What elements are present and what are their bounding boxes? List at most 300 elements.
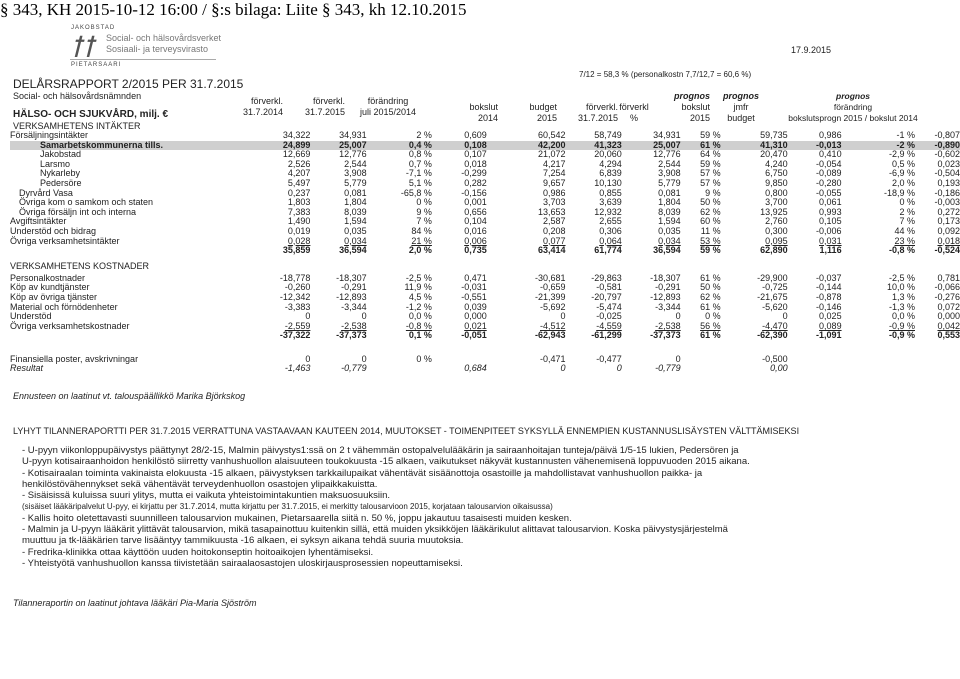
cell-c9: 0,105 — [819, 216, 842, 227]
cell-c4: 13,653 — [538, 206, 566, 217]
col-header-c8: prognos jmfr budget — [723, 91, 759, 123]
unit-label: HÄLSO- OCH SJUKVÅRD, milj. € — [13, 109, 169, 120]
cell-c6: 12,776 — [653, 149, 681, 160]
table-row — [10, 246, 960, 256]
cell-c11: -0,276 — [934, 291, 960, 302]
cell-c11: -0,524 — [934, 245, 960, 256]
cell-c9: -0,089 — [816, 168, 842, 179]
cell-c11: 0,193 — [937, 177, 960, 188]
cell-c10: -2 % — [842, 141, 915, 151]
cell-c0: 1,490 — [287, 216, 311, 227]
cell-c11: 0,000 — [937, 311, 960, 322]
cell-c2: 21 % — [411, 235, 432, 246]
cell-c6: 0 — [675, 353, 681, 364]
cell-c11: -0,066 — [934, 282, 960, 293]
cell-c6: -37,373 — [650, 330, 681, 341]
cell-c1: -2,538 — [341, 320, 367, 331]
cell-c11: -0,186 — [934, 187, 960, 198]
footer-bottom: Tilanneraportin on laatinut johtava lääkäri Pia-Maria Sjöström — [13, 598, 257, 608]
cell-c3: -0,551 — [461, 291, 487, 302]
report-paragraph: - U-pyyn viikonloppupäivystys päättynyt 28/2-15, Malmin päivystys1:ssä on 2 t vähemmän ostopalvelulääkärin ja sairaanhoitajan tunteja/päivä 1/5-15 lukien, Pedersören ja — [22, 445, 739, 456]
cell-c10: 2,0 % — [891, 177, 915, 188]
col-header-c7: prognos bokslut 2015 — [674, 91, 710, 123]
cell-c11: 0,072 — [937, 301, 960, 312]
cell-c6: -3,344 — [655, 301, 681, 312]
cell-c9: -0,280 — [816, 177, 842, 188]
cell-c0: 2,526 — [287, 158, 311, 169]
row-label: Avgiftsintäkter — [10, 216, 67, 227]
cell-c1: -0,779 — [341, 363, 367, 374]
cell-c7: 61 % — [681, 141, 721, 151]
cell-c2: 0,8 % — [408, 149, 432, 160]
report-paragraph: - Kallis hoito oletettavasti suunnilleen talousarvion mukainen, Pietarsaarella siitä n. 50 %, joppu jakautuu tasaisesti muiden kesken. — [22, 512, 572, 524]
cell-c2: 7 % — [416, 216, 432, 227]
cell-c3: 0,000 — [464, 311, 487, 322]
report-paragraph: - Sisäisissä kuluissa suuri ylitys, mutta ei vaikuta yhteistoimintakuntien maksuosuuksiin. — [22, 490, 391, 502]
cell-c9: 0,031 — [819, 235, 842, 246]
cell-c0: -3,383 — [284, 301, 311, 312]
cell-c3: 0,684 — [464, 363, 487, 374]
cell-c11: 0,042 — [937, 320, 960, 331]
cell-c3: 0,016 — [464, 225, 487, 236]
cell-c3: -0,031 — [461, 282, 487, 293]
cell-c6: -2,538 — [655, 320, 681, 331]
cell-c0: 1,803 — [287, 197, 311, 208]
row-label — [10, 246, 249, 256]
cell-c4: 42,200 — [487, 141, 566, 151]
cell-c2: 0,0 % — [408, 311, 432, 322]
row-label: Köp av övriga tjänster — [10, 291, 98, 302]
cell-c5: 4,294 — [599, 158, 622, 169]
cell-c8: 3,700 — [765, 197, 788, 208]
cell-c6: -12,893 — [650, 291, 681, 302]
cell-c2: 0,1 % — [408, 330, 432, 341]
cell-c10: 0,5 % — [891, 158, 915, 169]
report-paragraph: - Kotisairaalan toiminta vakinaista elokuusta -15 alkaen, päivystyksen tarkkailupaikat vähentävät sisäänottoja osastoille ja mahdollistavat vanhushuollon paikka- ja — [22, 467, 703, 479]
cell-c7: 59 % — [700, 158, 721, 169]
cell-c10: 7 % — [899, 216, 915, 227]
cell-c4: -30,681 — [535, 272, 566, 283]
cell-c4: 4,217 — [543, 158, 566, 169]
cell-c3: 0,656 — [464, 206, 487, 217]
cell-c4: 2,587 — [543, 216, 566, 227]
cell-c5: 58,749 — [594, 130, 622, 140]
cell-c2: 0 % — [416, 197, 432, 208]
cell-c2: -7,1 % — [405, 168, 432, 179]
cell-c4: 21,072 — [538, 149, 566, 160]
cell-c9: -0,055 — [816, 187, 842, 198]
report-title: LYHYT TILANNERAPORTTI PER 31.7.2015 VERRATTUNA VASTAAVAAN KAUTEEN 2014, MUUTOKSET - TOIMENPITEET SYKSYLLÄ ENNEMPIEN KUSTANNUSLISÄYSTEN VÄLTTÄMISEKSI — [13, 426, 800, 436]
table-row — [10, 364, 960, 374]
cell-c2: -2,5 % — [405, 272, 432, 283]
cell-c0: 0,237 — [287, 187, 311, 198]
cell-c0: 34,322 — [282, 130, 311, 140]
cell-c4: 0,077 — [543, 235, 566, 246]
cell-c9: -1,091 — [816, 330, 842, 341]
cell-c9: -0,144 — [816, 282, 842, 293]
table-row — [10, 331, 960, 341]
cell-c4: -0,659 — [540, 282, 566, 293]
cell-c10: 44 % — [894, 225, 915, 236]
row-label — [10, 331, 249, 341]
row-label: Personalkostnader — [10, 272, 86, 283]
cell-c2: 84 % — [411, 225, 432, 236]
cell-c1: 0,035 — [344, 225, 367, 236]
cell-c10: 2 % — [899, 206, 915, 217]
cell-c3: 0,104 — [464, 216, 487, 227]
col-header-c1: förverkl. 31.7.2015 — [304, 96, 345, 117]
income-rows — [10, 131, 960, 256]
cell-c10 — [842, 355, 915, 365]
cell-c11: -0,602 — [934, 149, 960, 160]
cell-c6: 0 — [675, 311, 681, 322]
cell-c1: -12,893 — [336, 291, 367, 302]
cell-c11: 0,272 — [937, 206, 960, 217]
cell-c4: -0,471 — [540, 353, 566, 364]
other-rows — [10, 355, 960, 374]
cell-c7: 0 % — [705, 311, 721, 322]
cell-c2: 5,1 % — [408, 177, 432, 188]
cell-c8: 0,00 — [770, 363, 788, 374]
cell-c0: 5,497 — [287, 177, 311, 188]
cell-c8: -4,470 — [762, 320, 788, 331]
cell-c2: 4,5 % — [408, 291, 432, 302]
cell-c10 — [842, 364, 915, 374]
cell-c3: 0,609 — [464, 130, 487, 140]
cell-c4: 0 — [560, 363, 566, 374]
cell-c3: 0,107 — [464, 149, 487, 160]
cell-c6: -0,779 — [655, 363, 681, 374]
cell-c4: -21,399 — [535, 291, 566, 302]
cell-c2: 0,4 % — [367, 141, 432, 151]
cell-c8: 62,890 — [760, 245, 788, 256]
cell-c8: 41,310 — [721, 141, 788, 151]
cell-c2: -1,2 % — [405, 301, 432, 312]
cell-c1: 0,034 — [344, 235, 367, 246]
cell-c0: 0 — [305, 311, 311, 322]
personnel-note: 7/12 = 58,3 % (personalkostn 7,7/12,7 = 60,6 %) — [579, 70, 752, 79]
cell-c1: 1,804 — [344, 197, 367, 208]
report-paragraph: U-pyyn kotisairaanhoidon henkilöstö siirretty vanhushuollon alaisuuteen toukokuusta -15 alkaen, vaikutukset näkyvät kustannusten vähenemisenä loppuvuoden 2015 aikana. — [22, 456, 750, 468]
cell-c9: 0,993 — [819, 206, 842, 217]
cell-c5: -0,025 — [596, 311, 622, 322]
row-label: Övriga kom o samkom och staten — [19, 197, 154, 208]
cell-c9: -0,054 — [816, 158, 842, 169]
cell-c7: 57 % — [700, 168, 721, 179]
cell-c0: 0 — [305, 353, 311, 364]
cell-c10: -0,8 % — [888, 245, 915, 256]
col-header-c9: prognos förändring bokslutsprogn 2015 / bokslut 2014 — [788, 91, 918, 123]
cell-c10: 1,3 % — [891, 291, 915, 302]
cell-c8: 59,735 — [760, 130, 788, 140]
row-label: Övriga verksamhetsintäkter — [10, 235, 120, 246]
cell-c0: 35,859 — [282, 245, 311, 256]
cell-c1: -3,344 — [341, 301, 367, 312]
cell-c0: 12,669 — [282, 149, 311, 160]
cell-c1: 0 — [361, 353, 367, 364]
cell-c10: -18,9 % — [883, 187, 915, 198]
cell-c1: -18,307 — [336, 272, 367, 283]
cell-c5: -29,863 — [591, 272, 622, 283]
row-label: Finansiella poster, avskrivningar — [10, 353, 139, 364]
cell-c0: -2,559 — [284, 320, 311, 331]
cell-c5: 3,639 — [599, 197, 622, 208]
cell-c4: 7,254 — [543, 168, 566, 179]
cell-c11: -0,807 — [934, 130, 960, 140]
report-paragraph: - Fredrika-klinikka ottaa käyttöön uuden hoitokonseptin hoitoaikojen lyhentämiseksi. — [22, 546, 374, 558]
cell-c9: -0,878 — [816, 291, 842, 302]
cell-c6: 1,804 — [658, 197, 681, 208]
cell-c8: -29,900 — [757, 272, 788, 283]
cell-c1: 0 — [361, 311, 367, 322]
section-costs-heading: VERKSAMHETENS KOSTNADER — [10, 260, 150, 271]
logo-divider — [70, 59, 216, 60]
col-header-c2: förändring juli 2015/2014 — [359, 96, 417, 117]
cell-c6: 1,594 — [658, 216, 681, 227]
cell-c4: 0,986 — [543, 187, 566, 198]
cell-c3: -0,299 — [461, 168, 487, 179]
cell-c0: -12,342 — [279, 291, 311, 302]
cell-c4: 3,703 — [543, 197, 566, 208]
report-paragraph: henkilöstövähennykset sekä vähentävät terveydenhuollon osastojen ylipaikkakuistta. — [22, 478, 378, 490]
cell-c3: 0,282 — [464, 177, 487, 188]
cell-c3: 0,021 — [464, 320, 487, 331]
cell-c4: -4,512 — [540, 320, 566, 331]
cell-c11 — [915, 364, 960, 374]
cell-c3: -0,156 — [461, 187, 487, 198]
cell-c5: 6,839 — [599, 168, 622, 179]
cell-c7: 50 % — [700, 282, 721, 293]
cell-c5: -5,474 — [596, 301, 622, 312]
logo-mark-icon: ꝉꝉ — [70, 33, 94, 64]
cell-c8: 4,240 — [765, 158, 788, 169]
cell-c5: 20,060 — [594, 149, 622, 160]
cell-c2: 0 % — [416, 353, 432, 364]
cell-c6: 25,007 — [622, 141, 681, 151]
cell-c7: 50 % — [700, 197, 721, 208]
costs-section — [10, 256, 960, 274]
cell-c9: -0,146 — [816, 301, 842, 312]
cell-c10: 10,0 % — [886, 282, 915, 293]
cell-c1: 0,081 — [344, 187, 367, 198]
report-paragraph: muuttuu ja tk-lääkärien tarve lisääntyy tammikuusta -16 alkaen, ei syksyn aikana tehdä suuria muutoksia. — [22, 535, 464, 547]
cell-c2: 2 % — [416, 130, 432, 140]
cell-c7: 62 % — [700, 291, 721, 302]
cell-c8: 6,750 — [765, 168, 788, 179]
cell-c9: 0,025 — [819, 311, 842, 322]
cell-c7: 53 % — [700, 235, 721, 246]
cell-c1: 5,779 — [344, 177, 367, 188]
cell-c5: 10,130 — [594, 177, 622, 188]
cell-c9 — [788, 364, 842, 374]
row-label: Övriga verksamhetskostnader — [10, 320, 130, 331]
cell-c1: -0,291 — [341, 282, 367, 293]
cell-c10: -2,9 % — [888, 149, 915, 160]
cell-c0: -0,260 — [284, 282, 311, 293]
cell-c9: 1,116 — [819, 245, 842, 256]
cell-c5: 0,855 — [599, 187, 622, 198]
cell-c1: 36,594 — [339, 245, 367, 256]
cell-c7: 59 % — [700, 130, 721, 140]
cell-c10: -0,9 % — [888, 330, 915, 341]
cell-c2: 0,7 % — [408, 158, 432, 169]
cell-c10: -0,9 % — [888, 320, 915, 331]
row-label: Försäljningsintäkter — [10, 130, 89, 140]
row-label: Resultat — [10, 363, 44, 374]
cell-c4: -62,943 — [535, 330, 566, 341]
cell-c5: 0 — [616, 363, 622, 374]
cell-c10: -2,5 % — [888, 272, 915, 283]
cell-c3: 0,018 — [464, 158, 487, 169]
cell-c7: 61 % — [700, 330, 721, 341]
cell-c11: 0,023 — [937, 158, 960, 169]
cell-c0: 4,207 — [287, 168, 311, 179]
cell-c6: 0,081 — [658, 187, 681, 198]
cell-c7: 11 % — [700, 225, 721, 236]
cell-c3: -0,051 — [461, 330, 487, 341]
cell-c6: 34,931 — [653, 130, 681, 140]
cell-c5: -4,559 — [596, 320, 622, 331]
logo-city-top: JAKOBSTAD — [71, 25, 116, 31]
cell-c8: -5,620 — [762, 301, 788, 312]
cell-c7: 57 % — [700, 177, 721, 188]
cell-c8: 20,470 — [760, 149, 788, 160]
cell-c7: 59 % — [700, 245, 721, 256]
cell-c7: 61 % — [700, 301, 721, 312]
cell-c3: 0,006 — [464, 235, 487, 246]
cell-c9: -0,013 — [788, 141, 842, 151]
cell-c8: -0,725 — [762, 282, 788, 293]
cell-c1: 8,039 — [344, 206, 367, 217]
cell-c2: -65,8 % — [400, 187, 432, 198]
section-income-heading: VERKSAMHETENS INTÄKTER — [13, 121, 141, 131]
cell-c5: 2,655 — [599, 216, 622, 227]
cell-c10: -1,3 % — [888, 301, 915, 312]
cell-c7: 60 % — [700, 216, 721, 227]
cell-c8: 0,300 — [765, 225, 788, 236]
cell-c7: 9 % — [705, 187, 721, 198]
col-header-c3: bokslut 2014 — [469, 102, 498, 123]
cell-c2 — [367, 364, 432, 374]
cell-c10: 0,0 % — [891, 311, 915, 322]
cell-c2: 11,9 % — [404, 282, 432, 293]
row-label: Material och förnödenheter — [10, 301, 118, 312]
cell-c6: -0,291 — [655, 282, 681, 293]
cell-c5: 0,306 — [599, 225, 622, 236]
cell-c1: 12,776 — [339, 149, 367, 160]
cell-c8: 9,850 — [765, 177, 788, 188]
cell-c11: -0,003 — [934, 197, 960, 208]
footer-left: Ennusteen on laatinut vt. talouspäällikkö Marika Björkskog — [13, 391, 246, 401]
cell-c7: 56 % — [700, 320, 721, 331]
cell-c2: 2,0 % — [408, 245, 432, 256]
cell-c4: 9,657 — [543, 177, 566, 188]
cell-c4: 60,542 — [538, 130, 566, 140]
row-label: Larsmo — [40, 158, 71, 169]
cell-c2: -0,8 % — [405, 320, 432, 331]
row-label: Pedersöre — [40, 177, 82, 188]
cell-c6: 0,034 — [658, 235, 681, 246]
cell-c8: 13,925 — [760, 206, 788, 217]
row-label: Köp av kundtjänster — [10, 282, 90, 293]
col-header-c6: förverkl % — [619, 102, 649, 123]
cell-c5: -61,299 — [591, 330, 622, 341]
cell-c10: -6,9 % — [888, 168, 915, 179]
cell-c11 — [915, 355, 960, 365]
cell-c11: 0,781 — [937, 272, 960, 283]
cell-c11: 0,018 — [937, 235, 960, 246]
cell-c9: 0,986 — [819, 130, 842, 140]
logo-city-bottom: PIETARSAARI — [71, 62, 122, 68]
report-paragraph: - Malmin ja U-pyyn lääkärit ylittävät talousarvion, mikä tasapainottuu kuitenkin sillä, että muiden yksikköjen lääkärikulut alittavat talousarvion. Koska päivystysjärjestelmä — [22, 524, 728, 536]
cell-c1: 25,007 — [310, 141, 366, 151]
cell-c8: -21,675 — [757, 291, 788, 302]
row-label: Understöd — [10, 311, 52, 322]
cell-c0: -37,322 — [279, 330, 311, 341]
cell-c11: 0,092 — [937, 225, 960, 236]
report-paragraph: (sisäiset lääkäripalvelut U-pyy, ei kirjattu per 31.7.2014, mutta kirjattu per 31.7.2015, ei merkitty talousarvioon 2015, korjataan talousarvion oikaisussa) — [22, 501, 553, 511]
cell-c0: 0,019 — [287, 225, 311, 236]
row-label: Övriga försäljn int och interna — [19, 206, 137, 217]
cell-c6: 2,544 — [658, 158, 681, 169]
cell-c8: 2,760 — [765, 216, 788, 227]
cell-c8: 0 — [782, 311, 788, 322]
cell-c2: 9 % — [416, 206, 432, 217]
financial-table — [10, 131, 960, 374]
col-header-c5: förverkl. 31.7.2015 — [577, 102, 618, 123]
cell-c11: -0,504 — [934, 168, 960, 179]
cell-c7 — [681, 355, 721, 365]
cost-rows — [10, 274, 960, 341]
cell-c0: -1,463 — [284, 363, 311, 374]
cell-c11: 0,553 — [937, 330, 960, 341]
col-header-c4: budget 2015 — [529, 102, 557, 123]
cell-c0: -18,778 — [279, 272, 311, 283]
cell-c1: 1,594 — [344, 216, 367, 227]
row-label: Nykarleby — [40, 168, 81, 179]
cell-c9: -0,006 — [816, 225, 842, 236]
cell-c8: 0,095 — [765, 235, 788, 246]
cell-c11: -0,890 — [915, 141, 960, 151]
cell-c9: 0,061 — [819, 197, 842, 208]
cell-c1: 3,908 — [344, 168, 367, 179]
cell-c1: -37,373 — [336, 330, 367, 341]
cell-c4: -5,692 — [540, 301, 566, 312]
cell-c10: 0 % — [899, 197, 915, 208]
cell-c4: 0,208 — [543, 225, 566, 236]
cell-c5: 41,323 — [566, 141, 622, 151]
cell-c6: 3,908 — [658, 168, 681, 179]
cell-c9 — [788, 355, 842, 365]
row-label: Dyrvård Vasa — [19, 187, 73, 198]
cell-c8: 0,800 — [765, 187, 788, 198]
cell-c4: 63,414 — [538, 245, 566, 256]
cell-c7 — [681, 364, 721, 374]
cell-c6: 36,594 — [653, 245, 681, 256]
cell-c5: -0,477 — [596, 353, 622, 364]
cell-c3: 0,039 — [464, 301, 487, 312]
cell-c5: 12,932 — [594, 206, 622, 217]
cell-c5: 0,064 — [599, 235, 622, 246]
cell-c5: -20,797 — [591, 291, 622, 302]
cell-c0: 0,028 — [287, 235, 311, 246]
report-date: 17.9.2015 — [791, 45, 832, 55]
cell-c6: -18,307 — [650, 272, 681, 283]
cell-c3: 0,108 — [432, 141, 487, 151]
cell-c7: 62 % — [700, 206, 721, 217]
row-label: Jakobstad — [40, 149, 82, 160]
cell-c5: 61,774 — [594, 245, 622, 256]
